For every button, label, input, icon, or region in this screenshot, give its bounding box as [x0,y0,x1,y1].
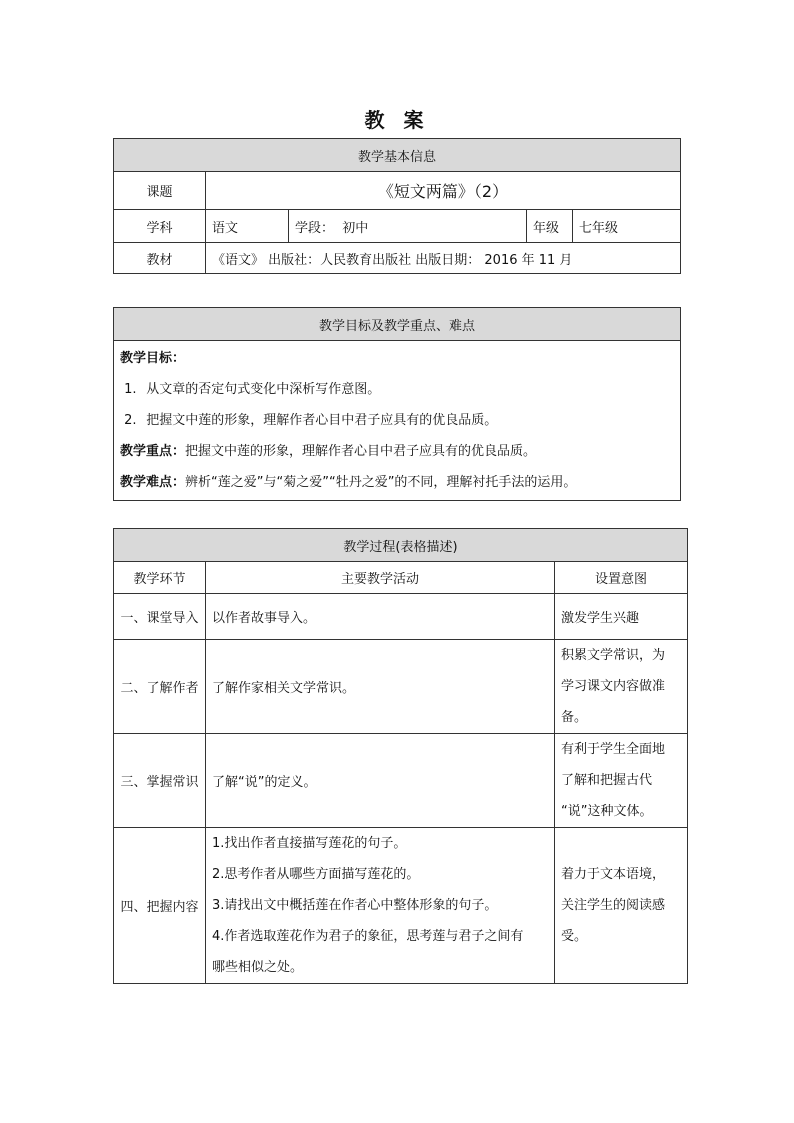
col-stage-header: 教学环节 [114,562,206,594]
topic-value: 《短文两篇》（2） [206,172,681,210]
basic-info-table [113,138,681,274]
difficulty-point: 教学难点：辨析“莲之爱”与“菊之爱”“牡丹之爱”的不同，理解衬托手法的运用。 [120,475,577,490]
document-title: 教 案 [364,108,430,132]
subject-label: 学科 [114,210,206,243]
table-row [114,594,688,640]
objectives-table [113,307,681,501]
stage-cell: 四、把握内容 [114,828,206,984]
activity-cell: 以作者故事导入。 [206,594,555,640]
goal-label: 教学目标： [120,351,186,366]
textbook-label: 教材 [114,243,206,274]
col-intent-header: 设置意图 [555,562,688,594]
basic-info-header: 教学基本信息 [114,139,681,172]
goal-item: 1. 从文章的否定句式变化中深析写作意图。 [124,382,381,397]
goal-item: 2. 把握文中莲的形象，理解作者心目中君子应具有的优良品质。 [124,413,498,428]
process-header: 教学过程(表格描述) [114,529,688,562]
grade-value: 七年级 [573,210,681,243]
objectives-body [114,341,681,501]
intent-cell: 着力于文本语境， 关注学生的阅读感 受。 [555,828,688,984]
stage-value: 初中 [342,220,369,236]
activity-cell: 1.找出作者直接描写莲花的句子。 2.思考作者从哪些方面描写莲花的。 3.请找出文中概括莲在作者心中整体形象的句子。 4.作者选取莲花作为君子的象征，思考莲与君子之间有 哪些相似之处。 [206,828,555,984]
col-activity-header: 主要教学活动 [206,562,555,594]
table-row [114,640,688,734]
table-row [114,828,688,984]
stage-cell: 二、了解作者 [114,640,206,734]
intent-cell: 有利于学生全面地 了解和把握古代 “说”这种文体。 [555,734,688,828]
stage-label: 学段： [295,220,335,236]
subject-value: 语文 [206,210,289,243]
table-row [114,734,688,828]
stage-cell: 一、课堂导入 [114,594,206,640]
activity-cell: 了解“说”的定义。 [206,734,555,828]
activity-cell: 了解作家相关文学常识。 [206,640,555,734]
process-table [113,528,688,984]
topic-label: 课题 [114,172,206,210]
objectives-header: 教学目标及教学重点、难点 [114,308,681,341]
grade-label: 年级 [527,210,573,243]
stage-cell: 三、掌握常识 [114,734,206,828]
key-point: 教学重点：把握文中莲的形象，理解作者心目中君子应具有的优良品质。 [120,444,537,459]
textbook-value: 《语文》 出版社：人民教育出版社 出版日期： 2016 年 11 月 [206,243,681,274]
intent-cell: 激发学生兴趣 [555,594,688,640]
intent-cell: 积累文学常识，为 学习课文内容做准 备。 [555,640,688,734]
stage-cell [289,210,527,243]
